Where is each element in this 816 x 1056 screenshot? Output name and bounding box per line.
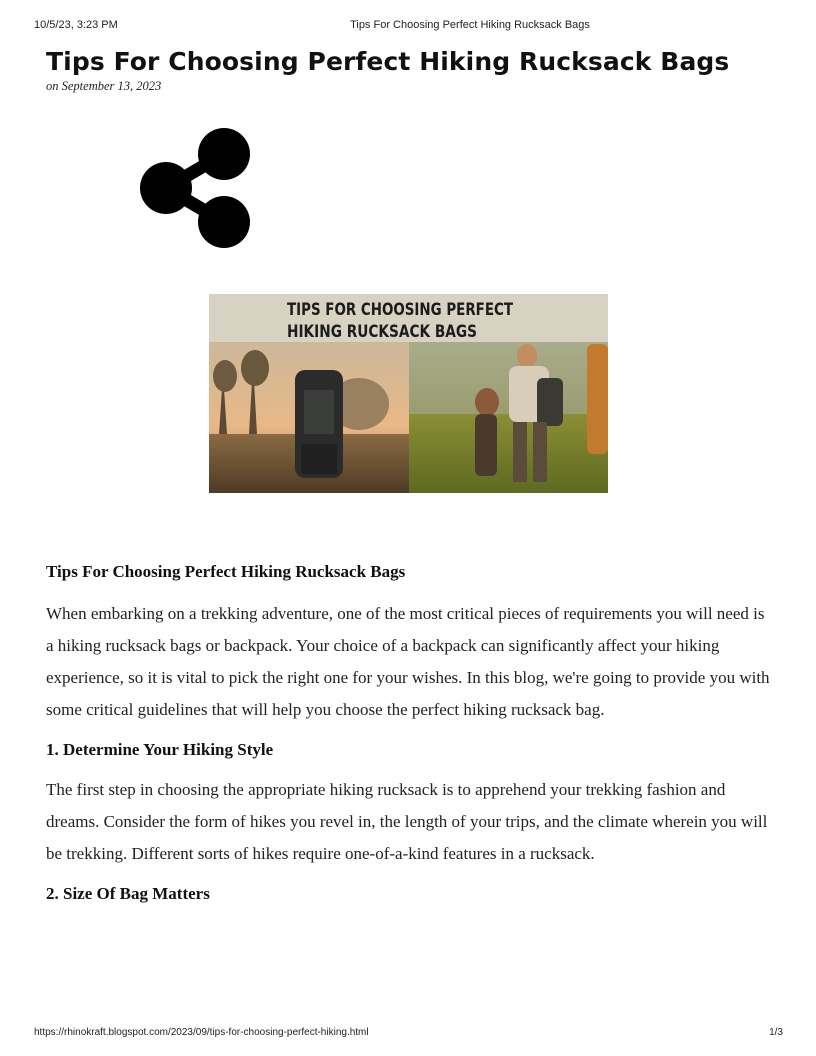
hero-image: [209, 294, 608, 493]
section-1-paragraph: The first step in choosing the appropriate hiking rucksack is to apprehend your trekking fashion and dreams. Consider the form of hikes you revel in, the length of your trips, and the climate wherein you will be trekking. Different sorts of hikes require one-of-a-kind features in a rucksack.: [46, 780, 768, 863]
section-1-heading: 1. Determine Your Hiking Style: [46, 740, 274, 759]
print-url: https://rhinokraft.blogspot.com/2023/09/tips-for-choosing-perfect-hiking.html: [34, 1027, 369, 1038]
article-heading: Tips For Choosing Perfect Hiking Rucksack Bags: [46, 562, 406, 581]
print-date: 10/5/23, 3:23 PM: [34, 19, 118, 31]
intro-paragraph: When embarking on a trekking adventure, one of the most critical pieces of requirements you will need is a hiking rucksack bags or backpack. Your choice of a backpack can significantly affect your hiking experience, so it is vital to pick the right one for your wishes. In this blog, we're going to provide you with some critical guidelines that will help you choose the perfect hiking rucksack bag.: [46, 604, 770, 719]
share-icon[interactable]: [138, 124, 254, 252]
print-doc-title: Tips For Choosing Perfect Hiking Rucksack Bags: [350, 19, 590, 31]
article-body: [46, 562, 770, 918]
post-date: on September 13, 2023: [46, 79, 162, 93]
hero-caption-line2: HIKING RUCKSACK BAGS: [287, 322, 477, 342]
section-2-heading: 2. Size Of Bag Matters: [46, 884, 210, 903]
page-number: 1/3: [769, 1027, 783, 1038]
page-title: Tips For Choosing Perfect Hiking Rucksack Bags: [46, 47, 730, 76]
hero-caption-line1: TIPS FOR CHOOSING PERFECT: [287, 300, 514, 320]
